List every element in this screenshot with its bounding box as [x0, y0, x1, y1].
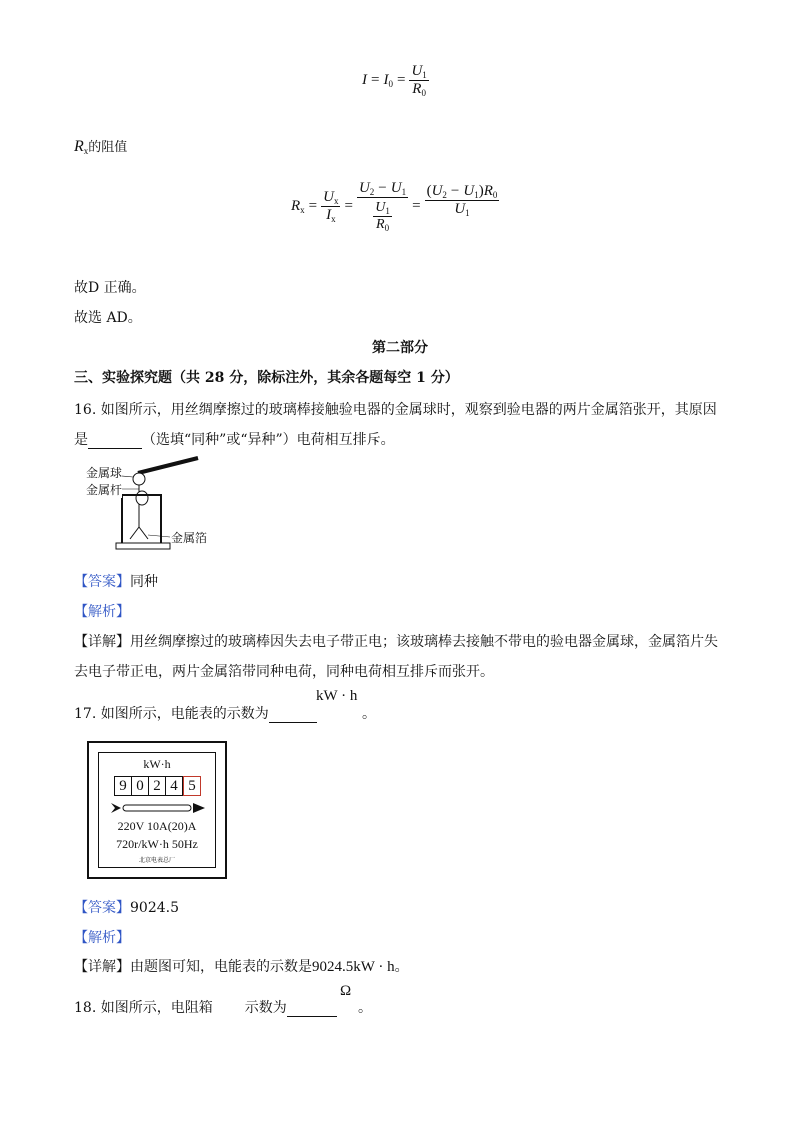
arrow-head: [193, 803, 205, 813]
q18-end: 。: [358, 1000, 372, 1016]
sub: 1: [385, 206, 390, 216]
q17-blank: [269, 706, 317, 723]
paren: ): [478, 183, 484, 199]
sub: 1: [401, 187, 407, 197]
sub: x: [331, 214, 336, 224]
q16-text-line1: 16. 如图所示，用丝绸摩擦过的玻璃棒接触验电器的金属球时，观察到验电器的两片金属箔张开，其原因: [74, 402, 717, 418]
section-title: 三、实验探究题（共 28 分，除标注外，其余各题每空 1 分）: [74, 370, 459, 386]
sub: 0: [421, 88, 426, 98]
fraction-right: [425, 183, 500, 218]
meter-unit: kW·h: [143, 757, 171, 771]
q16-analysis-tag: 【解析】: [74, 604, 130, 620]
var-u: U: [454, 201, 466, 217]
sub: 0: [384, 223, 390, 233]
base: [116, 543, 170, 549]
var-ux: U: [323, 189, 334, 205]
meter-digit: 9: [114, 776, 132, 796]
label-metal-foil: 金属箔: [171, 531, 208, 545]
meter-spec-constant: 720r/kW·h 50Hz: [116, 837, 198, 851]
sub: 1: [422, 70, 427, 80]
label-metal-rod: 金属杆: [86, 483, 123, 497]
sub: x: [333, 196, 339, 206]
metal-ball: [133, 473, 145, 485]
sub: 0: [492, 190, 498, 200]
fraction-ux-ix: [321, 189, 340, 224]
meter-maker: 北京电表总厂: [138, 857, 175, 864]
q16-detail-line2: 去电子带正电，两片金属箔带同种电荷，同种电荷相互排斥而张开。: [74, 664, 494, 680]
var-u: U: [358, 180, 370, 196]
var-u: U: [390, 180, 402, 196]
foil-left: [130, 527, 139, 539]
q17-text: [74, 703, 317, 723]
q17-answer: [74, 897, 179, 917]
answer-value: 9024.5: [130, 900, 179, 916]
glass-rod: [138, 458, 198, 473]
var-u: U: [463, 183, 475, 199]
q16-text-b: （选填“同种”或“异种”）电荷相互排斥。: [142, 432, 395, 448]
detail-text: 由题图可知，电能表的示数是: [130, 959, 312, 975]
rx-desc: 的阻值: [88, 140, 128, 155]
q16-blank: [88, 432, 142, 449]
equals: =: [412, 197, 421, 214]
detail-end: 。: [394, 959, 409, 975]
sub: 1: [465, 208, 470, 218]
q18-text-b: 示数为: [244, 1000, 287, 1016]
var-u: U: [411, 63, 423, 79]
detail-text: 用丝绸摩擦过的玻璃棒因失去电子带正电；该玻璃棒去接触不带电的验电器金属球，金属箔片失: [130, 634, 718, 650]
var-r: R: [412, 81, 422, 97]
paren: (: [426, 183, 432, 199]
minus: −: [378, 180, 387, 196]
arrow-tail: [111, 803, 121, 813]
disc-slot: [123, 805, 191, 811]
stopper: [136, 491, 148, 505]
var-i0: I: [383, 71, 389, 88]
formula-rx: [291, 180, 499, 233]
q17-text-a: 17. 如图所示，电能表的示数为: [74, 706, 269, 722]
equals: =: [308, 197, 318, 214]
q18-unit: Ω: [340, 983, 352, 999]
meter-digit: 4: [166, 776, 183, 796]
answer-value: 同种: [130, 574, 158, 590]
energy-meter: [87, 741, 227, 879]
meter-digit: 0: [132, 776, 149, 796]
var-rx: R: [291, 197, 301, 214]
meter-digit: 2: [149, 776, 166, 796]
detail-tag: 【详解】: [74, 634, 130, 650]
var-r: R: [483, 183, 493, 199]
fraction-u1-r0: [409, 63, 428, 98]
equals: =: [344, 197, 353, 214]
meter-digit-decimal: 5: [183, 776, 201, 796]
var-u: U: [431, 183, 443, 199]
q17-analysis-tag: 【解析】: [74, 930, 130, 946]
answer-tag: 【答案】: [74, 900, 130, 916]
sub: 1: [474, 190, 479, 200]
q17-unit: kW · h: [316, 688, 358, 704]
detail-value: 9024.5kW · h: [312, 959, 395, 975]
q18-text-a: 18. 如图所示，电阻箱: [74, 1000, 213, 1016]
sub: 2: [442, 190, 447, 200]
sub: 0: [388, 78, 393, 89]
electroscope-figure: [80, 455, 230, 555]
sub: x: [300, 204, 305, 215]
q17-end: 。: [362, 706, 376, 722]
q17-detail: [74, 956, 409, 976]
meter-spec-rating: 220V 10A(20)A: [117, 819, 197, 833]
q16-answer: [74, 571, 158, 591]
rx-label: [74, 136, 127, 156]
detail-tag: 【详解】: [74, 959, 130, 975]
var-u: U: [375, 200, 386, 215]
leader-foil: [148, 535, 170, 537]
q16-text-a: 是: [74, 432, 88, 448]
part-title: 第二部分: [372, 340, 428, 356]
equals: =: [371, 71, 380, 88]
q18-blank: [287, 1000, 337, 1017]
var-r: R: [376, 217, 385, 232]
formula-current: [362, 63, 429, 98]
meter-disc-arrow: [111, 801, 207, 815]
answer-tag: 【答案】: [74, 574, 130, 590]
var-ix: I: [326, 207, 332, 223]
minus: −: [450, 183, 460, 199]
sub: x: [83, 146, 89, 156]
sub: 2: [369, 187, 375, 197]
q16-detail-line1: [74, 631, 718, 651]
q18-text: [74, 997, 337, 1017]
line-choose-ad: 故选 AD。: [74, 310, 142, 326]
equals: =: [396, 71, 406, 88]
fraction-middle: [357, 180, 408, 233]
q16-text-line2: [74, 429, 395, 449]
label-metal-ball: 金属球: [86, 466, 123, 480]
line-d-correct: 故D 正确。: [74, 280, 146, 296]
var-rx: R: [74, 138, 84, 155]
var-i: I: [362, 71, 367, 88]
meter-digits: [114, 776, 201, 796]
foil-right: [139, 527, 148, 539]
